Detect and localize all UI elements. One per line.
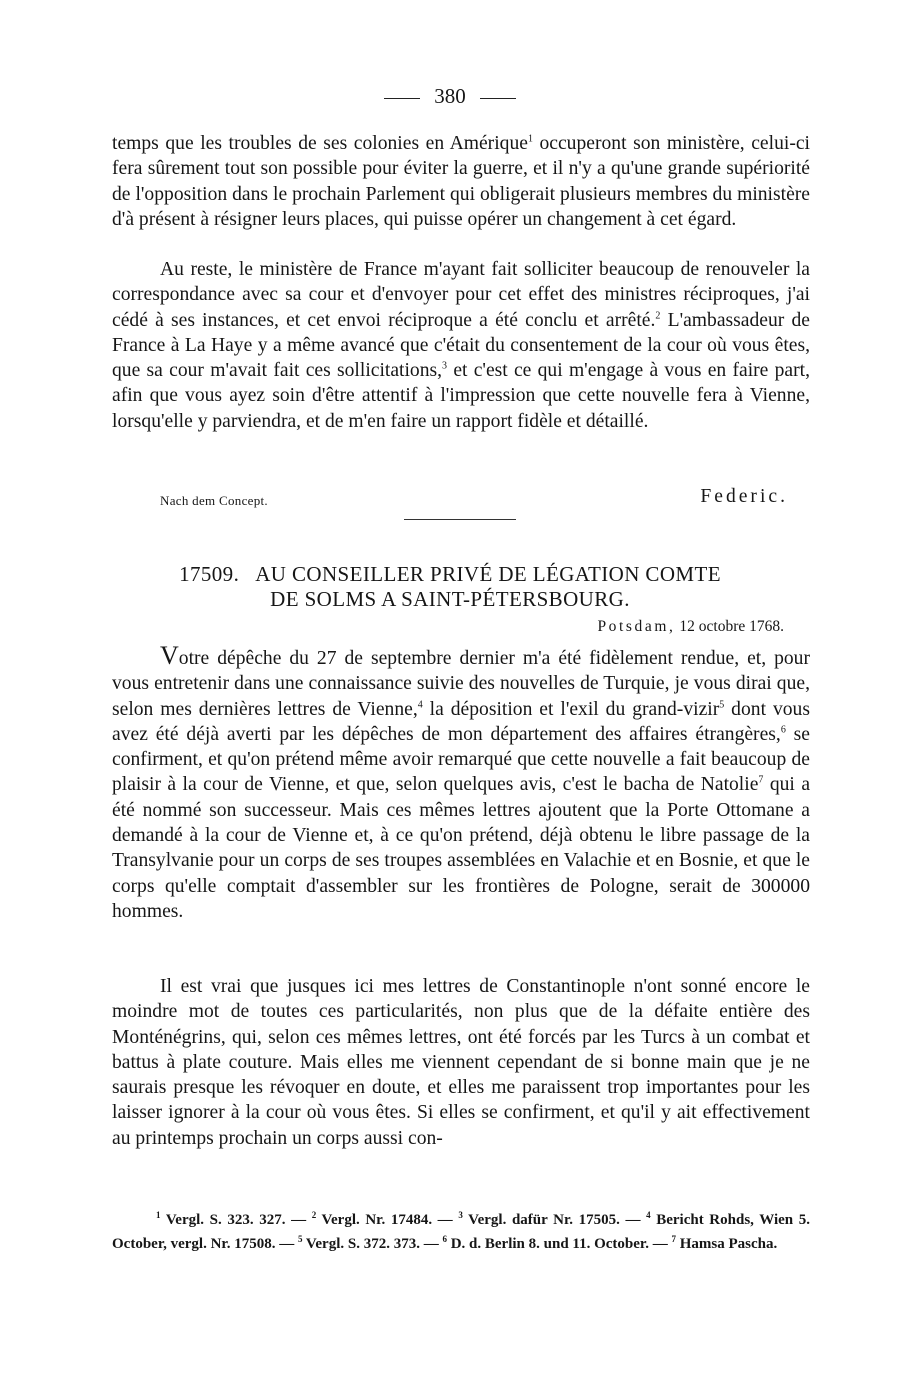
footnote-ref-2: 2 [655,310,661,322]
footnote-5: Vergl. S. 372. 373. — [302,1236,443,1252]
footnote-3: Vergl. dafür Nr. 17505. — [462,1212,647,1228]
source-line [112,486,810,512]
signature: Federic. [700,486,788,507]
footnote-list: $^1$ Vergl. S. 323. 327. — $^2$ Vergl. Nr. 17484. — $^3$ Vergl. dafür Nr. 17505. — $^4$ Bericht Rohds, Wien 5. October, vergl. Nr. 17508. — $^5$ Vergl. S. 372. 373. — $^6$ D. d. Berlin 8. und 11. October. — $^7$ Hamsa Pascha. [112,1210,811,1252]
footnote-7: Hamsa Pascha. [675,1236,778,1252]
letter-number: 17509. [179,562,240,586]
letter-date: 12 octobre 1768. [679,618,784,635]
letter-paragraph-1: Votre dépêche du 27 de septembre dernier m'a été fidèlement rendue, et, pour vous entretenir dans une connaissance suivie des nouvelles de Turquie, je vous dirai que, selon mes dernières lettres de Vienne,$^4$ la déposition et l'exil du grand-vizir$^5$ dont vous avez été déjà averti par les dépêches de mon département des affaires étrangères,$^6$ se confirment, et qu'on prétend même avoir remarqué que cette nouvelle a fait beaucoup de plaisir à la cour de Vienne, et que, selon quelques avis, c'est le bacha de Natolie$^7$ qui a été nommé son successeur. Mais ces mêmes lettres ajoutent que la Porte Ottomane a demandé à la cour de Vienne et, à ce qu'on prétend, déjà obtenu le libre passage de la Transylvanie pour un corps de ses troupes assemblées en Valachie et en Bosnie, et que le corps qu'elle comptait d'assembler sur les frontières de Pologne, serait de 300000 hommes. [112,641,811,922]
letter-paragraph-2: Il est vrai que jusques ici mes lettres de Constantinople n'ont sonné encore le moindre mot de toutes ces particularités, non plus que de la défaite entière des Monténégrins, qui, selon ces mêmes lettres, ont été forcés par les Turcs à un combat et battus à plate couture. Mais elles me viennent cependant de si bonne main que je ne saurais presque les révoquer en doute, et elles me paraissent trop importantes pour les laisser ignorer à la cour où vous êtes. Si elles se confirment, et qu'il y ait effectivement au printemps prochain un corps aussi con- [112,976,810,1149]
continued-paragraph-1: temps que les troubles de ses colonies en Amérique$^1$ occuperont son ministère, celui-ci fera sûrement tout son possible pour éviter la guerre, et il n'y a qu'une grande supériorité de l'opposition dans le prochain Parlement qui obligerait plusieurs membres du ministère d'à présent à résigner leurs places, qui puisse opérer un changement à cet égard. [112,133,810,230]
footnote-ref-3: 3 [442,360,448,372]
footnote-ref-5: 5 [719,699,725,711]
header-rule-left [384,98,420,99]
footnote-6: D. d. Berlin 8. und 11. October. — [446,1236,672,1252]
page-number: 380 [434,84,466,108]
section-separator [404,519,516,520]
footnote-ref-1: 1 [527,133,533,145]
footnote-2: Vergl. Nr. 17484. — [316,1212,459,1228]
footnote-ref-4: 4 [417,699,423,711]
header-rule-right [480,98,516,99]
source-note: Nach dem Concept. [160,493,268,508]
footnote-ref-6: 6 [780,724,786,736]
page-header [0,82,900,110]
continued-paragraph-2: Au reste, le ministère de France m'ayant fait solliciter beaucoup de renouveler la correspondance avec sa cour et d'envoyer pour cet effet des ministres réciproques, j'ai cédé à ses instances, et cet envoi réciproque a été conclu et arrêté.$^2$ L'ambassadeur de France à La Haye y a même avancé que c'était du consentement de la cour où vous êtes, que sa cour m'avait fait ces sollicitations,$^3$ et c'est ce qui m'engage à vous en faire part, afin que vous ayez soin d'être attentif à l'impression que cette nouvelle fera à Vienne, lorsqu'elle y parviendra, et de m'en faire un rapport fidèle et détaillé. [112,259,811,432]
letter-heading-line-2: DE SOLMS A SAINT-PÉTERSBOURG. [270,587,630,611]
footnote-4: Bericht Rohds, Wien 5. October, vergl. Nr. 17508. — [112,1212,811,1252]
footnote-1: Vergl. S. 323. 327. — [160,1212,312,1228]
letter-heading-line-1: 17509. AU CONSEILLER PRIVÉ DE LÉGATION COMTE [179,562,721,586]
letter-heading [0,562,900,612]
letter-place: Potsdam, [597,618,676,635]
initial-letter: V [160,641,179,670]
place-date [597,618,784,636]
footnotes [112,1208,810,1256]
footnote-ref-7: 7 [758,774,764,786]
